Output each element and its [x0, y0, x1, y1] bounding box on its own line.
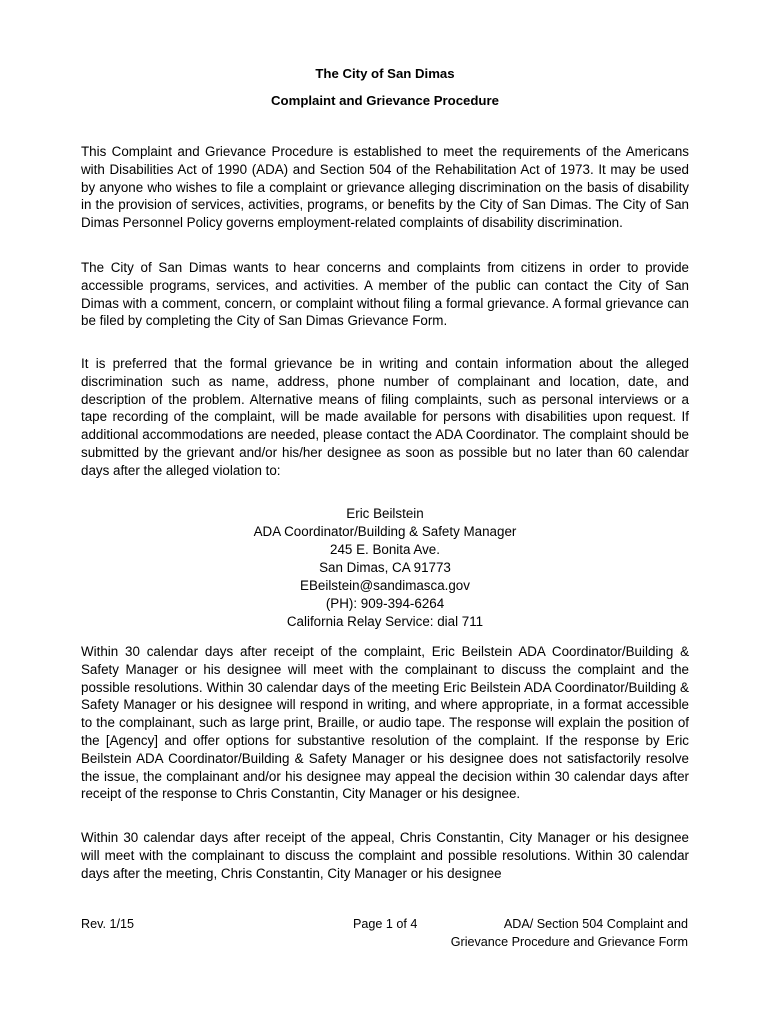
footer-revision: Rev. 1/15	[81, 917, 134, 931]
contact-street: 245 E. Bonita Ave.	[330, 542, 440, 557]
footer-document-title-line1: ADA/ Section 504 Complaint and	[503, 917, 688, 931]
document-subtitle: Complaint and Grievance Procedure	[271, 93, 499, 108]
paragraph-concerns: The City of San Dimas wants to hear concerns and complaints from citizens in order to provide accessible programs, services, and activities. A member of the public can contact the City of San Dimas with a comment, concern, or complaint without filing a formal grievance. A formal grievance can be filed by completing the City of San Dimas Grievance Form.	[81, 260, 689, 329]
footer-document-title	[400, 916, 688, 951]
paragraph-response: Within 30 calendar days after receipt of the complaint, Eric Beilstein ADA Coordinator/Building & Safety Manager or his designee will meet with the complainant to discuss the complaint and the possible resolutions. Within 30 calendar days of the meeting Eric Beilstein ADA Coordinator/Building & Safety Manager or his designee will respond in writing, and where appropriate, in a format accessible to the complainant, such as large print, Braille, or audio tape. The response will explain the position of the [Agency] and offer options for substantive resolution of the complaint. If the response by Eric Beilstein ADA Coordinator/Building & Safety Manager or his designee does not satisfactorily resolve the issue, the complainant and/or his designee may appeal the decision within 30 calendar days after receipt of the response to Chris Constantin, City Manager or his designee.	[81, 644, 689, 802]
footer-document-title-line2: Grievance Procedure and Grievance Form	[450, 934, 688, 949]
paragraph-purpose: This Complaint and Grievance Procedure is established to meet the requirements of the Americans with Disabilities Act of 1990 (ADA) and Section 504 of the Rehabilitation Act of 1973. It may be used by anyone who wishes to file a complaint or grievance alleging discrimination on the basis of disability in the provision of services, activities, programs, or benefits by the City of San Dimas. The City of San Dimas Personnel Policy governs employment-related complaints of disability discrimination.	[81, 144, 689, 231]
contact-email: EBeilstein@sandimasca.gov	[300, 578, 470, 593]
footer-page-number: Page 1 of 4	[353, 917, 418, 931]
contact-name: Eric Beilstein	[346, 506, 424, 521]
paragraph-appeal: Within 30 calendar days after receipt of the appeal, Chris Constantin, City Manager or his designee will meet with the complainant to discuss the complaint and possible resolutions. Within 30 calendar days after the meeting, Chris Constantin, City Manager or his designee	[81, 830, 689, 881]
contact-city: San Dimas, CA 91773	[319, 560, 451, 575]
contact-relay: California Relay Service: dial 711	[286, 614, 484, 629]
contact-phone: (PH): 909-394-6264	[325, 596, 445, 611]
contact-title: ADA Coordinator/Building & Safety Manager	[253, 524, 517, 539]
paragraph-filing: It is preferred that the formal grievance be in writing and contain information about the alleged discrimination such as name, address, phone number of complainant and location, date, and description of the problem. Alternative means of filing complaints, such as personal interviews or a tape recording of the complaint, will be made available for persons with disabilities upon request. If additional accommodations are needed, please contact the ADA Coordinator. The complaint should be submitted by the grievant and/or his/her designee as soon as possible but no later than 60 calendar days after the alleged violation to:	[81, 356, 689, 478]
document-title: The City of San Dimas	[315, 66, 455, 81]
contact-block	[81, 505, 689, 631]
